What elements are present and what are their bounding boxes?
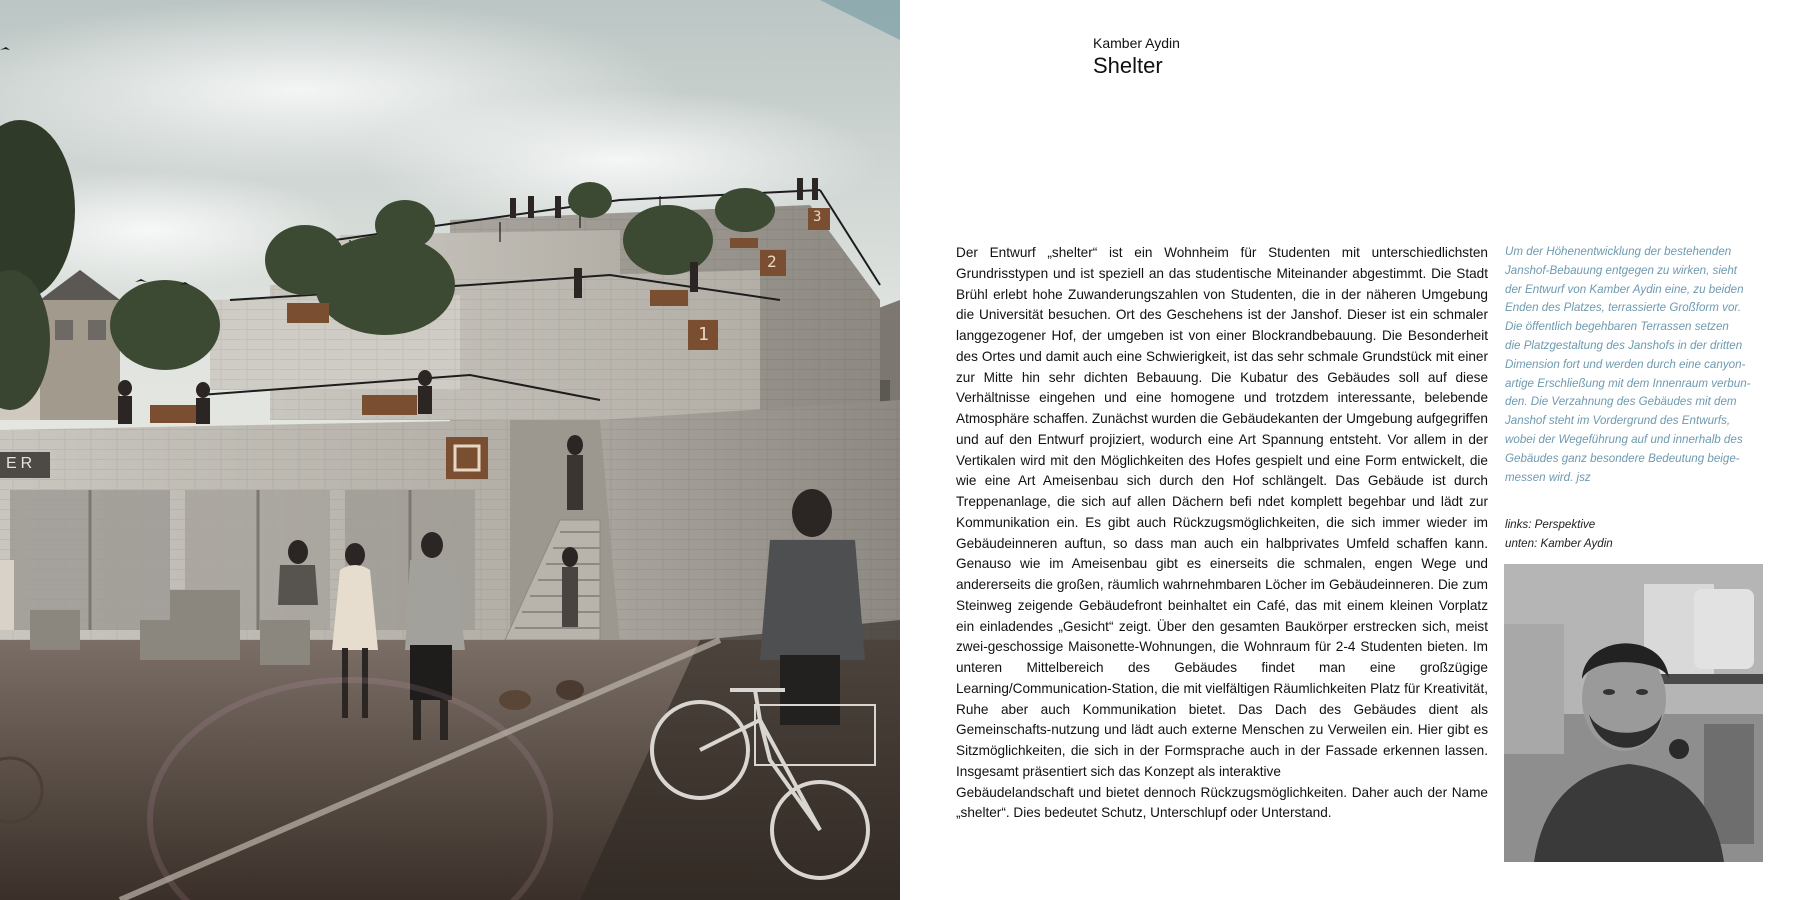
floor-number-1: 1 xyxy=(698,324,709,345)
image-captions xyxy=(1505,516,1765,553)
sidebar-line: Janshof-Bebauung entgegen zu wirken, sieht xyxy=(1505,263,1738,277)
body-paragraph: Der Entwurf „shelter“ ist ein Wohnheim für Studenten mit unterschiedlichsten Grundrisstypen und ist speziell an das studentische Miteinander abgestimmt. Die Stadt Brühl erlebt hohe Zuwanderungszahlen von Studenten, die in der näheren Umgebung die Universität besuchen. Ort des Geschehens ist der Janshof. Dieser ist ein schmaler langgezogener Hof, der umgeben ist von einer Blockrandbebauung. Die Besonderheit des Ortes und damit auch eine Schwierigkeit, ist das sehr schmale Grundstück mit einer zur Mitte hin sehr dichten Bebauung. Die Kubatur des Gebäudes soll auf diese Verhältnisse eingehen und eine homogene und trotzdem interessante, belebende Atmosphäre schaffen. Zunächst wurden die Gebäudekanten der Umgebung aufgegriffen und auf den Entwurf projiziert, wodurch eine Art Spannung entsteht. Vor allem in der Vertikalen wird mit den Möglichkeiten des Hofes gespielt und eine Form entwickelt, die wie eine Art Ameisenbau sich durch den Hof schlängelt. Das Gebäude ist durch Treppenanlage, die sich auf allen Dächern befi ndet komplett begehbar und lädt zur Kommunikation ein. Es gibt auch Rückzugsmöglichkeiten, die sich immer wieder im Gebäudeinneren auftun, so dass man auch ein halbprivates Umfeld schaffen kann. Genauso wie im Ameisenbau gibt es einerseits die schmalen, engen Wege und andererseits die großen, räumlich wahrnehmbaren Löcher im Gebäudeinneren. Die zum Steinweg zeigende Gebäudefront beinhaltet ein Café, das mit einem kleinen Vorplatz ein einladendes „Gesicht“ zeigt. Über den gesamten Baukörper erstrecken sich, meist zwei-geschossige Maisonette-Wohnungen, die Wohnraum für 2-4 Studenten bieten. Im unteren Mittelbereich des Gebäudes findet man eine großzügige Learning/Communication-Station, die mit vielfältigen Räumlichkeiten Platz für Kreativität, Ruhe aber auch Kommunikation bietet. Das Dach des Gebäudes dient als Gemeinschafts-nutzung und lädt auch externe Menschen zu Verweilen ein. Hier gibt es Sitzmöglichkeiten, die sich in der Formsprache auch in der Fassade erkennen lassen. Insgesamt präsentiert sich das Konzept als interaktive xyxy=(956,245,1488,779)
sidebar-line: artige Erschließung mit dem Innenraum verbun- xyxy=(1505,376,1751,390)
author-name: Kamber Aydin xyxy=(1093,35,1180,51)
shop-sign-text: ER xyxy=(6,455,37,472)
project-title: Shelter xyxy=(1093,53,1163,78)
sidebar-line: die Platzgestaltung des Janshofs in der dritten xyxy=(1505,338,1743,352)
sidebar-line: der Entwurf von Kamber Aydin eine, zu beiden xyxy=(1505,282,1744,296)
portrait-photo xyxy=(1504,564,1763,862)
sidebar-line: wobei der Wegeführung auf und innerhalb des xyxy=(1505,432,1743,446)
floor-number-3: 3 xyxy=(813,209,822,225)
body-paragraph: Gebäudelandschaft und bietet dennoch Rückzugsmöglichkeiten. Daher auch der Name „shelter“. Dies bedeutet Schutz, Unterschlupf oder Unterstand. xyxy=(956,784,1488,821)
sidebar-line: messen wird. jsz xyxy=(1505,470,1591,484)
sidebar-line: Janshof steht im Vordergrund des Entwurfs, xyxy=(1505,414,1731,428)
sidebar-note xyxy=(1505,243,1765,487)
sidebar-line: Dimension fort und werden durch eine canyon- xyxy=(1505,357,1746,371)
floor-number-2: 2 xyxy=(767,252,777,271)
caption-below: unten: Kamber Aydin xyxy=(1505,536,1613,550)
caption-left: links: Perspektive xyxy=(1505,518,1596,531)
sidebar-line: Die öffentlich begehbaren Terrassen setzen xyxy=(1505,320,1729,334)
sidebar-line: den. Die Verzahnung des Gebäudes mit dem xyxy=(1505,395,1737,409)
sidebar-line: Gebäudes ganz besondere Bedeutung beige- xyxy=(1505,451,1740,465)
sidebar-line: Enden des Platzes, terrassierte Großform vor. xyxy=(1505,301,1742,315)
main-body-text xyxy=(956,243,1488,824)
sidebar-line: Um der Höhenentwicklung der bestehenden xyxy=(1505,245,1732,258)
